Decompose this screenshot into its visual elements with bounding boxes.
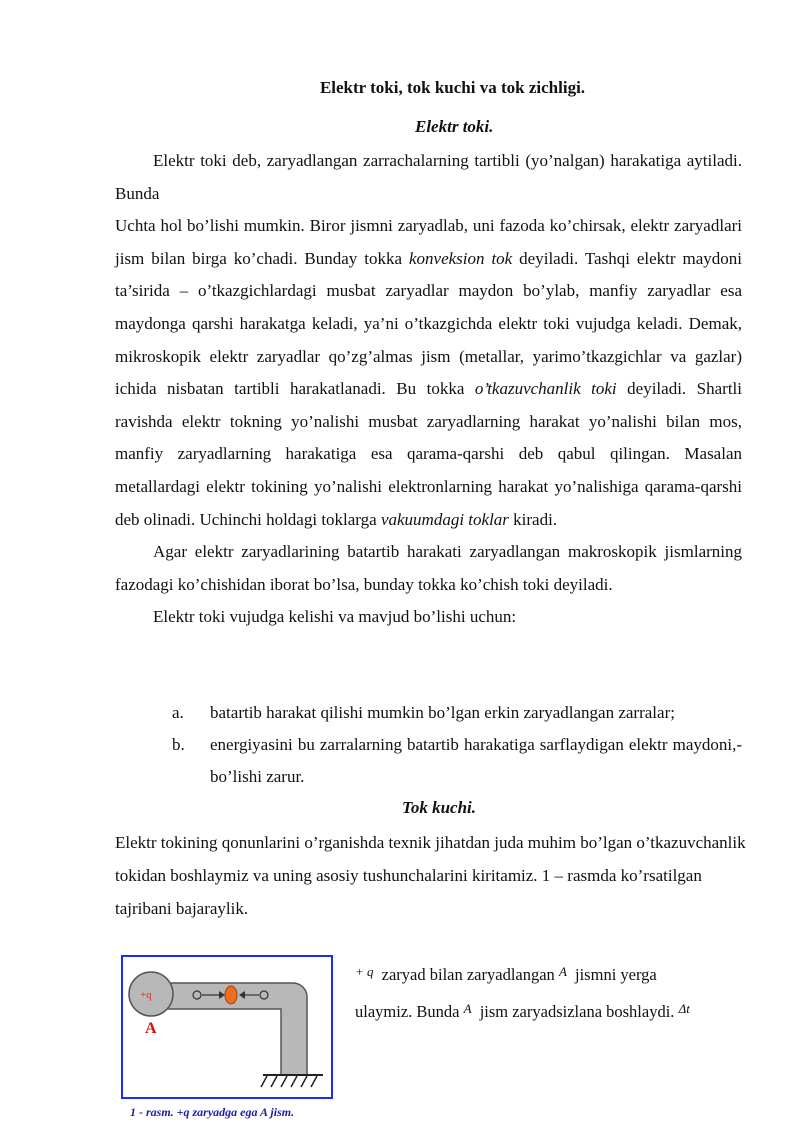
body-text-block [115,145,742,634]
paragraph-kochish-toki: Agar elektr zaryadlarining batartib harakati zaryadlangan makroskopik jismlarning fazodagi ko’chishidan iborat bo’lsa, bunday tokka ko’chish toki deyiladi. [115,542,742,594]
charge-carrier [225,986,237,1004]
list-item: b. energiyasini bu zarralarning batartib harakatiga sarflaydigan elektr maydoni,- bo’lishi zarur. [172,735,742,786]
term-otkazuvchanlik-toki: o’tkazuvchanlik toki [474,379,617,399]
paragraph-three-cases: Uchta hol bo’lishi mumkin. Biror jismni zaryadlab, uni fazoda ko’chirsak, elektr zaryadlari jism bilan birga ko’chadi. Bunday tokka konveksion tok deyiladi. Tashqi elektr maydoni ta’sirida – o’tkazgichlardagi musbat zaryadlar maydon bo’ylab, manfiy zaryadlar esa maydonga qarshi harakatga keladi, ya’ni o’tkazgichda elektr toki vujudga keladi. Demak, mikroskopik elektr zaryadlar qo’zg’almas jism (metallar, yarimo’tkazgichlar va gazlar) ichida nisbatan tartibli harakatlanadi. Bu tokka o’tkazuvchanlik toki deyiladi. Shartli ravishda elektr tokning yo’nalishi musbat zaryadlarning harakat yo’nalishi bilan mos, manfiy zaryadlarning harakatiga esa qarama-qarshi deb qabul qilingan. Masalan metallardagi elektr tokining yo’nalishi elektronlarning harakat yo’nalishiga qarama-qarshi deb olinadi. Uchinchi holdagi toklarga vakuumdagi toklar kiradi. [115,216,743,529]
figure-1-diagram [121,955,333,1099]
term-vakuumdagi-toklar: vakuumdagi toklar [380,509,509,529]
figure-side-text [355,955,745,1029]
list-item: a. batartib harakat qilishi mumkin bo’lgan erkin zaryadlangan zarralar; [172,703,675,722]
figure-caption: 1 - rasm. +q zaryadga ega A jism. [130,1105,295,1119]
side-line-2: ulaymiz. Bunda $^A$ jism zaryadsizlana boshlaydi. $^{\Delta t}$ [355,1001,690,1021]
section-heading-tok-kuchi: Tok kuchi. [402,798,477,817]
document-title: Elektr toki, tok kuchi va tok zichligi. [319,78,586,97]
side-line-1: $^{+ q}$ zaryad bilan zaryadlangan $^A$ jismni yerga [355,964,657,984]
section-heading-elektr-toki: Elektr toki. [415,117,494,136]
body-label-a: A [145,1020,157,1037]
ground-icon [261,1076,317,1087]
paragraph-conditions-intro: Elektr toki vujudga kelishi va mavjud bo’lishi uchun: [153,607,517,627]
paragraph-experiment-intro: Elektr tokining qonunlarini o’rganishda texnik jihatdan juda muhim bo’lgan o’tkazuvchanlik tokidan boshlaymiz va uning asosiy tushunchalarini kiritamiz. 1 – rasmda ko’rsatilgan tajribani bajaraylik. [115,833,746,918]
sphere-charge-label: +q [140,989,152,1001]
term-konveksion-tok: konveksion tok [408,248,513,268]
paragraph-definition: Elektr toki deb, zaryadlangan zarrachalarning tartibli (yo’nalgan) harakatiga aytiladi. Bunda [115,151,742,203]
charged-body-illustration [123,957,331,1097]
conditions-list [115,697,742,793]
